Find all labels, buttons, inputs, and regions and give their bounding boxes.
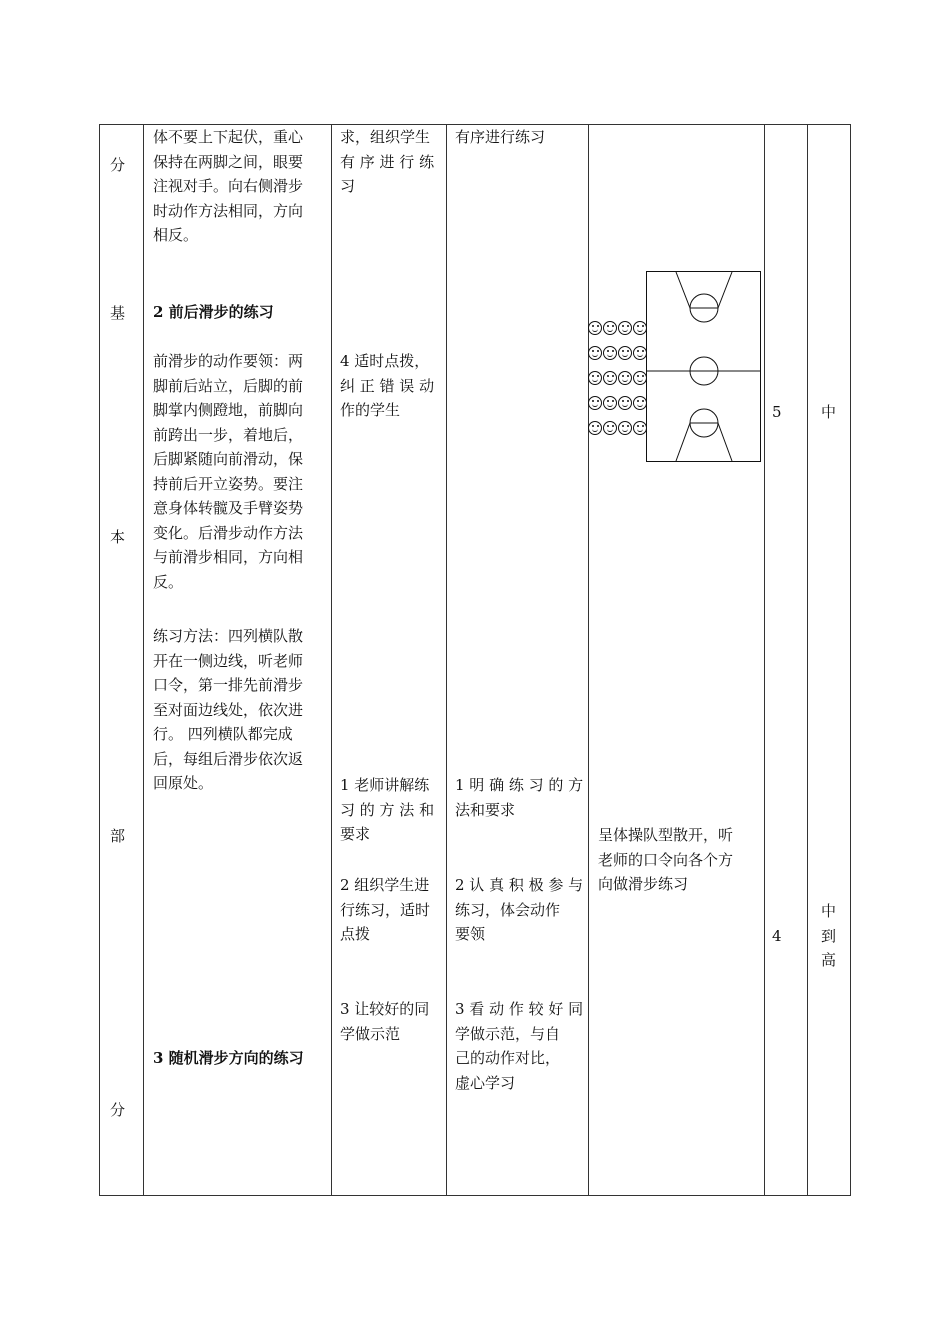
smiley-face-icon (588, 371, 602, 385)
teacher-activity: 2 组织学生进 行练习，适时 点拨 (340, 876, 431, 943)
organization-text: 呈体操队型散开，听 老师的口令向各个方 向做滑步练习 (598, 826, 734, 893)
smiley-face-icon (588, 321, 602, 335)
teacher-activity: 求，组织学生 有 序 进 行 练 习 (340, 128, 435, 195)
smiley-face-icon (603, 396, 617, 410)
teacher-activity: 3 让较好的同 学做示范 (340, 1000, 430, 1043)
smiley-face-icon (618, 346, 632, 360)
student-activity: 2 认 真 积 极 参 与 练习，体会动作 要领 (455, 876, 584, 943)
content-paragraph: 前滑步的动作要领：两 脚前后站立，后脚的前 脚掌内侧蹬地，前脚向 前跨出一步，着地后， 后脚紧随向前滑动，保 持前后开立姿势。要注 意身体转髋及手臂姿势 变化。后滑步动作方法 与前滑步相同，方向相 反。 (153, 352, 304, 591)
student-activity: 3 看 动 作 较 好 同 学做示范，与自 己的动作对比， 虚心学习 (455, 1000, 584, 1092)
smiley-face-icon (633, 396, 647, 410)
content-paragraph: 体不要上下起伏，重心 保持在两脚之间，眼要 注视对手。向右侧滑步 时动作方法相同，方向 相反。 (153, 128, 304, 244)
column-divider (764, 125, 765, 1195)
section-char: 本 (110, 528, 126, 546)
column-divider (807, 125, 808, 1195)
content-heading: 2 前后滑步的练习 (153, 303, 274, 321)
formation-row (588, 346, 648, 362)
smiley-face-icon (633, 421, 647, 435)
court-formation-diagram (588, 271, 763, 466)
teacher-activity: 1 老师讲解练 习 的 方 法 和 要求 (340, 776, 435, 843)
repetition-count: 4 (772, 927, 782, 945)
student-activity: 1 明 确 练 习 的 方 法和要求 (455, 776, 584, 819)
section-char: 基 (110, 304, 126, 322)
section-char: 部 (110, 827, 126, 845)
smiley-face-icon (618, 321, 632, 335)
intensity-level: 中 到 高 (821, 902, 837, 969)
content-paragraph: 练习方法：四列横队散 开在一侧边线，听老师 口令，第一排先前滑步 至对面边线处，依次进 行。 四列横队都完成 后，每组后滑步依次返 回原处。 (153, 627, 304, 792)
lesson-plan-table (99, 124, 851, 1196)
formation-row (588, 421, 648, 437)
content-heading: 3 随机滑步方向的练习 (153, 1049, 304, 1067)
smiley-face-icon (588, 346, 602, 360)
smiley-face-icon (618, 371, 632, 385)
student-activity: 有序进行练习 (455, 128, 546, 146)
column-divider (331, 125, 332, 1195)
repetition-count: 5 (772, 403, 782, 421)
formation-row (588, 396, 648, 412)
smiley-face-icon (603, 421, 617, 435)
smiley-face-icon (633, 371, 647, 385)
basketball-court-icon (646, 271, 762, 463)
section-char: 分 (110, 156, 126, 174)
smiley-face-icon (633, 321, 647, 335)
smiley-face-icon (603, 321, 617, 335)
smiley-face-icon (633, 346, 647, 360)
column-divider (143, 125, 144, 1195)
smiley-face-icon (618, 421, 632, 435)
intensity-level: 中 (821, 403, 837, 421)
smiley-face-icon (588, 396, 602, 410)
section-char: 分 (110, 1101, 126, 1119)
smiley-face-icon (603, 371, 617, 385)
column-divider (446, 125, 447, 1195)
formation-row (588, 371, 648, 387)
formation-row (588, 321, 648, 337)
teacher-activity: 4 适时点拨， 纠 正 错 误 动 作的学生 (340, 352, 435, 419)
smiley-face-icon (588, 421, 602, 435)
smiley-face-icon (603, 346, 617, 360)
smiley-face-icon (618, 396, 632, 410)
